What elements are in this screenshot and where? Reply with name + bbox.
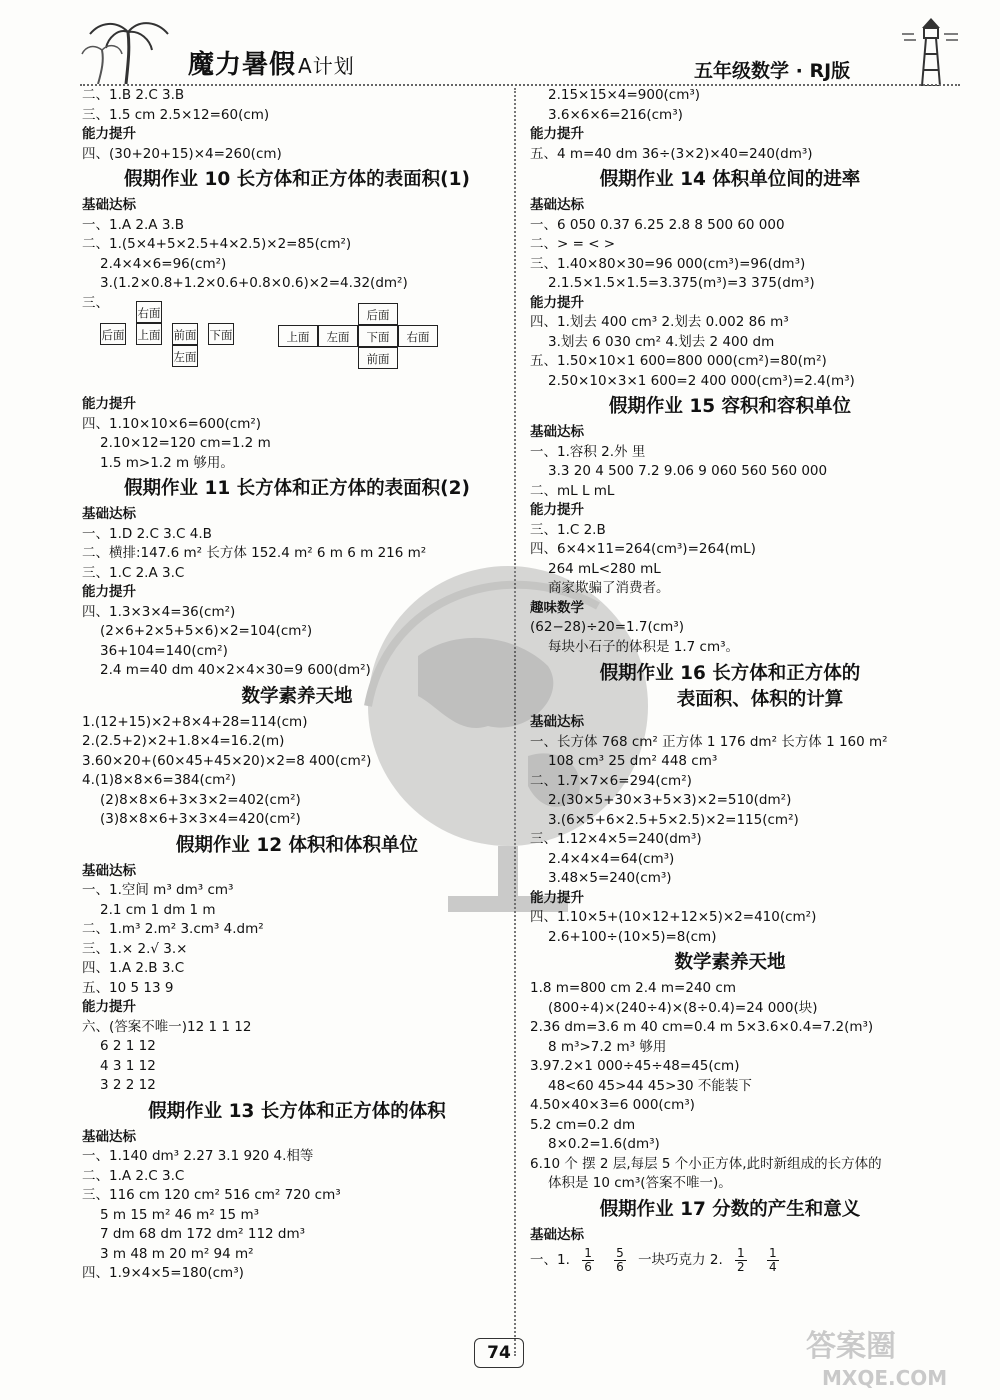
fraction-denominator: 6 xyxy=(616,1259,624,1274)
section-label: 能力提升 xyxy=(82,999,136,1015)
net-face: 下面 xyxy=(208,323,234,345)
section-label: 基础达标 xyxy=(82,506,136,522)
answer-line: 3.60×20+(60×45+45×20)×2=8 400(cm²) xyxy=(82,752,372,769)
answer-line: (2×6+2×5+5×6)×2=104(cm²) xyxy=(100,623,313,639)
answer-line: 3.6×6×6=216(cm³) xyxy=(548,106,683,123)
answer-line: 4.50×40×3=6 000(cm³) xyxy=(530,1097,695,1113)
answer-text: 一块巧克力 xyxy=(638,1252,706,1268)
answer-line: 三、1.C 2.B xyxy=(530,521,606,538)
answer-line: 3.(6×5+6×2.5+5×2.5)×2=115(cm²) xyxy=(548,811,799,828)
answer-line: 2.(2.5+2)×2+1.8×4=16.2(m) xyxy=(82,733,285,749)
section-label: 基础达标 xyxy=(530,197,584,213)
section-label: 能力提升 xyxy=(530,294,584,311)
answer-line: 三、1.5 cm 2.5×12=60(cm) xyxy=(82,106,270,123)
assignment-title-16-line2: 表面积、体积的计算 xyxy=(676,689,844,710)
answer-prefix: 一、1. xyxy=(530,1252,570,1268)
answer-line: 3.97.2×1 000÷45÷48=45(cm) xyxy=(530,1058,740,1074)
assignment-title-15: 假期作业 15 容积和容积单位 xyxy=(608,396,852,417)
fraction-numerator: 1 xyxy=(584,1245,592,1260)
answer-line: (62−28)÷20=1.7(cm³) xyxy=(530,619,684,635)
page-number: 74 xyxy=(474,1338,524,1368)
answer-line: 4 3 1 12 xyxy=(100,1057,156,1074)
answer-line: 二、> = < > xyxy=(530,236,616,252)
section-label: 能力提升 xyxy=(530,126,584,142)
right-column xyxy=(530,86,950,1275)
fraction-denominator: 6 xyxy=(584,1259,592,1274)
answer-line: 一、1.D 2.C 3.C 4.B xyxy=(82,525,212,542)
answer-line: 四、(30+20+15)×4=260(cm) xyxy=(82,145,282,162)
answer-line: 2.4 m=40 dm 40×2×4×30=9 600(dm²) xyxy=(100,662,371,678)
answer-line: 一、6 050 0.37 6.25 2.8 8 500 60 000 xyxy=(530,216,785,233)
fraction xyxy=(767,1247,779,1274)
answer-line: 3 2 2 12 xyxy=(100,1077,156,1093)
answer-line: 4.(1)8×8×6=384(cm²) xyxy=(82,772,236,788)
answer-line: 二、1.7×7×6=294(cm²) xyxy=(530,772,692,789)
answer-line: 2.15×15×4=900(cm³) xyxy=(548,87,701,103)
watermark-url: MXQE.COM xyxy=(822,1366,948,1390)
fraction-denominator: 2 xyxy=(737,1259,745,1274)
answer-line: 48<60 45>44 45>30 不能装下 xyxy=(548,1077,752,1094)
answer-line: 体积是 10 cm³(答案不唯一)。 xyxy=(548,1175,732,1191)
net-face: 后面 xyxy=(358,303,398,325)
answer-line: 二、1.A 2.C 3.C xyxy=(82,1167,185,1184)
fraction xyxy=(735,1247,747,1274)
answer-line: 四、1.划去 400 cm³ 2.划去 0.002 86 m³ xyxy=(530,314,789,330)
answer-line: 1.5 m>1.2 m 够用。 xyxy=(100,454,234,471)
answer-line: 三、1.× 2.√ 3.× xyxy=(82,940,188,957)
answer-line: 264 mL<280 mL xyxy=(548,560,661,577)
section-label: 基础达标 xyxy=(530,424,584,440)
grade-label: 五年级数学 · RJ版 xyxy=(694,60,851,82)
math-literacy-title: 数学素养天地 xyxy=(241,685,353,707)
answer-line: 二、mL L mL xyxy=(530,482,615,499)
section-label: 基础达标 xyxy=(82,197,136,213)
section-label: 趣味数学 xyxy=(530,599,584,616)
answer-line: 108 cm³ 25 dm² 448 cm³ xyxy=(548,753,718,769)
section-label: 能力提升 xyxy=(82,396,136,412)
answer-line: 四、1.9×4×5=180(cm³) xyxy=(82,1265,244,1281)
answer-line: 3.48×5=240(cm³) xyxy=(548,870,672,886)
section-label: 能力提升 xyxy=(530,502,584,518)
answer-line: 三、 xyxy=(82,294,109,311)
answer-line: 6 2 1 12 xyxy=(100,1038,156,1054)
section-label: 基础达标 xyxy=(82,1128,136,1145)
answer-line: 二、1.B 2.C 3.B xyxy=(82,87,185,103)
fraction-answer-line xyxy=(530,1245,950,1275)
assignment-title-10: 假期作业 10 长方体和正方体的表面积(1) xyxy=(124,169,470,190)
answer-line: 五、1.50×10×1 600=800 000(cm²)=80(m²) xyxy=(530,353,827,369)
answer-line: 2.6+100÷(10×5)=8(cm) xyxy=(548,928,717,945)
answer-line: 三、1.C 2.A 3.C xyxy=(82,564,185,581)
answer-line: (2)8×8×6+3×3×2=402(cm²) xyxy=(100,791,301,808)
answer-line: 3 m 48 m 20 m² 94 m² xyxy=(100,1245,254,1262)
answer-line: 2.4×4×4=64(cm³) xyxy=(548,850,675,867)
brand-title xyxy=(188,44,355,81)
answer-line: 2.(30×5+30×3+5×3)×2=510(dm²) xyxy=(548,792,792,808)
left-column xyxy=(82,86,512,1284)
answer-line: 二、1.m³ 2.m² 3.cm³ 4.dm² xyxy=(82,921,264,937)
answer-line: 二、横排:147.6 m² 长方体 152.4 m² 6 m 6 m 216 m² xyxy=(82,545,427,561)
answer-line: 7 dm 68 dm 172 dm² 112 dm³ xyxy=(100,1226,306,1242)
fraction xyxy=(614,1247,626,1274)
answer-line: 五、10 5 13 9 xyxy=(82,979,174,996)
fraction-numerator: 1 xyxy=(768,1245,777,1260)
cube-nets xyxy=(100,306,512,389)
net-face: 下面 xyxy=(358,325,398,347)
answer-line: 2.1 cm 1 dm 1 m xyxy=(100,901,216,918)
net-face: 后面 xyxy=(100,323,126,345)
answer-line: 四、1.A 2.B 3.C xyxy=(82,960,185,976)
answer-line: 1.8 m=800 cm 2.4 m=240 cm xyxy=(530,980,737,996)
answer-line: 6.10 个 摆 2 层,每层 5 个小正方体,此时新组成的长方体的 xyxy=(530,1155,882,1172)
net-face: 左面 xyxy=(172,345,198,367)
answer-line: 3.(1.2×0.8+1.2×0.6+0.8×0.6)×2=4.32(dm²) xyxy=(100,275,408,291)
answer-line: (3)8×8×6+3×3×4=420(cm²) xyxy=(100,811,301,827)
answer-line: 36+104=140(cm²) xyxy=(100,642,228,659)
net-face: 前面 xyxy=(358,347,398,369)
answer-line: 5 m 15 m² 46 m² 15 m³ xyxy=(100,1206,260,1223)
fraction-denominator: 4 xyxy=(768,1259,777,1274)
answer-line: 每块小石子的体积是 1.7 cm³。 xyxy=(548,638,740,655)
answer-line: 三、1.40×80×30=96 000(cm³)=96(dm³) xyxy=(530,255,806,272)
answer-line: 一、1.空间 m³ dm³ cm³ xyxy=(82,882,234,898)
section-label: 能力提升 xyxy=(530,889,584,906)
net-face: 左面 xyxy=(318,325,358,347)
brand-name: 魔力暑假 xyxy=(188,50,297,80)
answer-line: 1.(12+15)×2+8×4+28=114(cm) xyxy=(82,713,308,730)
net-face: 上面 xyxy=(136,323,162,345)
watermark-logo: 答案圈 xyxy=(806,1329,896,1364)
section-label: 能力提升 xyxy=(82,584,136,600)
answer-line: 8×0.2=1.6(dm³) xyxy=(548,1136,660,1152)
fraction-numerator: 5 xyxy=(616,1245,624,1260)
assignment-title-13: 假期作业 13 长方体和正方体的体积 xyxy=(148,1100,446,1122)
answer-line: 四、1.10×5+(10×12+12×5)×2=410(cm²) xyxy=(530,909,817,925)
answer-line: 三、1.12×4×5=240(dm³) xyxy=(530,831,702,847)
brand-sub: A计划 xyxy=(298,54,355,78)
net-face: 右面 xyxy=(398,325,438,347)
answer-line: 8 m³>7.2 m³ 够用 xyxy=(548,1038,667,1055)
answer-line: 二、1.(5×4+5×2.5+4×2.5)×2=85(cm²) xyxy=(82,236,352,252)
answer-line: 六、(答案不唯一)12 1 1 12 xyxy=(82,1018,252,1035)
answer-line: 一、1.容积 2.外 里 xyxy=(530,443,646,460)
answer-line: 商家欺骗了消费者。 xyxy=(548,580,670,596)
answer-line: 四、1.10×10×6=600(cm²) xyxy=(82,415,262,432)
math-literacy-title: 数学素养天地 xyxy=(674,952,786,973)
assignment-title-17: 假期作业 17 分数的产生和意义 xyxy=(599,1198,861,1220)
palm-tree-icon xyxy=(78,14,178,84)
answer-line: 2.10×12=120 cm=1.2 m xyxy=(100,435,271,451)
answer-line: 3.3 20 4 500 7.2 9.06 9 060 560 560 000 xyxy=(548,463,828,479)
section-label: 能力提升 xyxy=(82,126,136,142)
answer-line: 2.50×10×3×1 600=2 400 000(cm³)=2.4(m³) xyxy=(548,372,855,389)
net-face: 前面 xyxy=(172,323,198,345)
assignment-title-11: 假期作业 11 长方体和正方体的表面积(2) xyxy=(124,478,470,499)
answer-line: 四、6×4×11=264(cm³)=264(mL) xyxy=(530,541,756,557)
answer-line: 2.4×4×6=96(cm²) xyxy=(100,255,227,272)
assignment-title-12: 假期作业 12 体积和体积单位 xyxy=(175,834,419,856)
lighthouse-icon xyxy=(900,14,960,86)
fraction-numerator: 1 xyxy=(737,1245,745,1260)
answer-line: 五、4 m=40 dm 36÷(3×2)×40=240(dm³) xyxy=(530,145,813,162)
assignment-title-14: 假期作业 14 体积单位间的进率 xyxy=(599,169,861,190)
assignment-title-16: 假期作业 16 长方体和正方体的 xyxy=(599,663,861,684)
answer-line: (800÷4)×(240÷4)×(8÷0.4)=24 000(块) xyxy=(548,999,818,1016)
answer-line: 2.1.5×1.5×1.5=3.375(m³)=3 375(dm³) xyxy=(548,275,815,291)
answer-line: 一、1.140 dm³ 2.27 3.1 920 4.相等 xyxy=(82,1148,314,1164)
section-label: 基础达标 xyxy=(530,714,584,730)
answer-line: 2.36 dm=3.6 m 40 cm=0.4 m 5×3.6×0.4=7.2(m³) xyxy=(530,1019,874,1035)
section-label: 基础达标 xyxy=(530,1226,584,1243)
page-header xyxy=(0,0,1000,90)
answer-line: 3.划去 6 030 cm² 4.划去 2 400 dm xyxy=(548,333,775,350)
net-face: 右面 xyxy=(136,301,162,323)
answer-prefix: 2. xyxy=(709,1252,723,1268)
answer-line: 四、1.3×3×4=36(cm²) xyxy=(82,603,236,620)
net-face: 上面 xyxy=(278,325,318,347)
answer-line: 一、1.A 2.A 3.B xyxy=(82,216,184,233)
answer-line: 三、116 cm 120 cm² 516 cm² 720 cm³ xyxy=(82,1187,341,1203)
section-label: 基础达标 xyxy=(82,862,136,879)
answer-line: 一、长方体 768 cm² 正方体 1 176 dm² 长方体 1 160 m² xyxy=(530,733,888,750)
answer-line: 5.2 cm=0.2 dm xyxy=(530,1116,636,1133)
fraction xyxy=(582,1247,594,1274)
